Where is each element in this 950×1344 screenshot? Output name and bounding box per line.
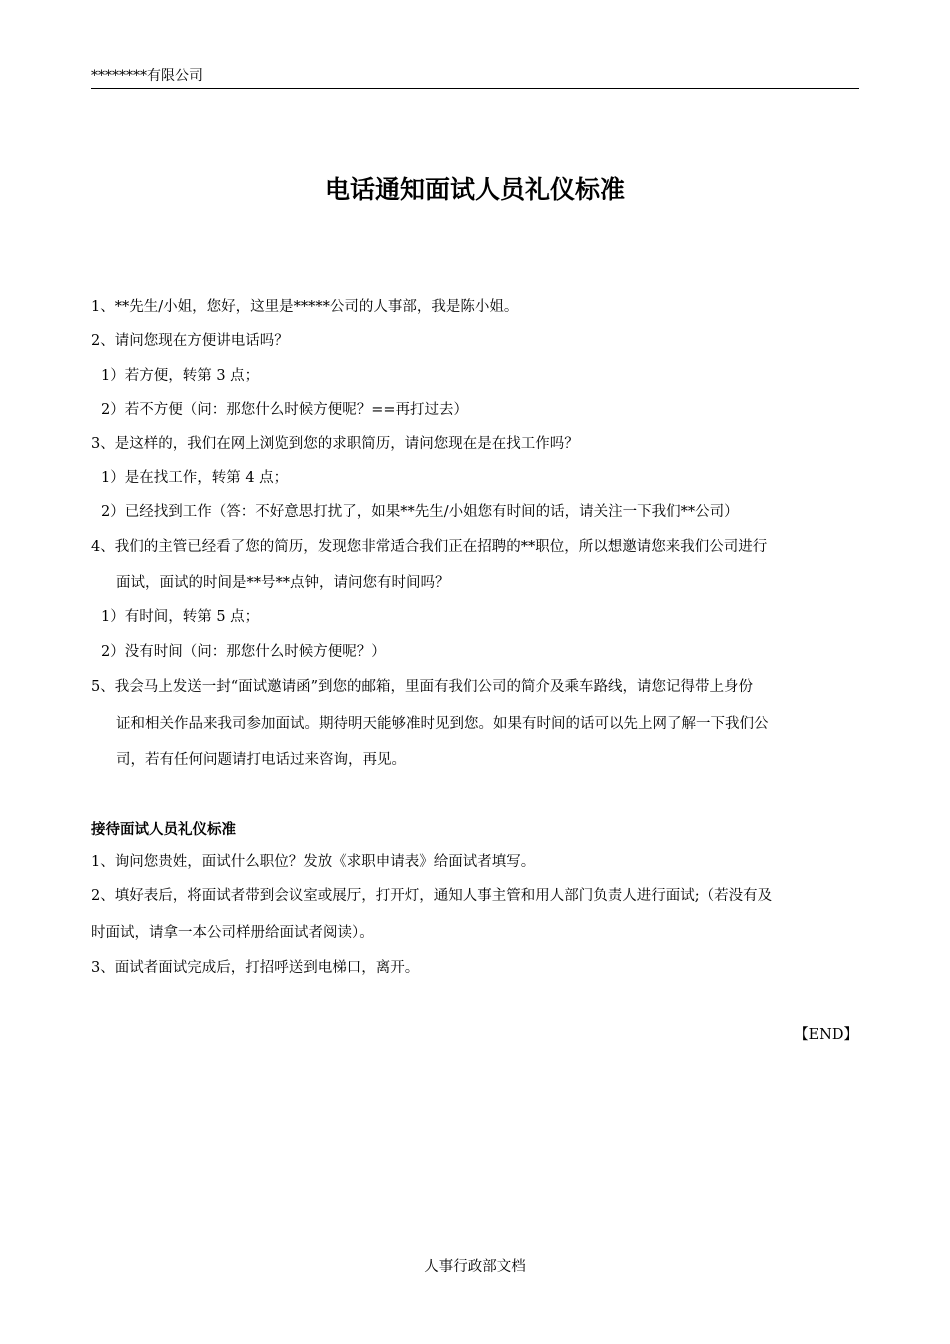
reception-line-1: 1、询问您贵姓，面试什么职位？发放《求职申请表》给面试者填写。 <box>91 854 536 870</box>
phone-line-4: 4、我们的主管已经看了您的简历，发现您非常适合我们正在招聘的**职位，所以想邀请您来我们公司进行 <box>91 539 768 555</box>
reception-line-3: 3、面试者面试完成后，打招呼送到电梯口，离开。 <box>91 960 420 976</box>
phone-line-5-cont-2: 司，若有任何问题请打电话过来咨询，再见。 <box>116 752 406 768</box>
page-title: 电话通知面试人员礼仪标准 <box>324 175 625 204</box>
phone-line-2-2: 2）若不方便（问：那您什么时候方便呢？==再打过去） <box>101 402 469 418</box>
phone-line-4-cont: 面试，面试的时间是**号**点钟，请问您有时间吗？ <box>116 575 450 591</box>
footer-text: 人事行政部文档 <box>424 1259 526 1275</box>
phone-line-5-cont-1: 证和相关作品来我司参加面试。期待明天能够准时见到您。如果有时间的话可以先上网了解一下我们公 <box>116 716 769 732</box>
phone-line-3-2: 2）已经找到工作（答：不好意思打扰了，如果**先生/小姐您有时间的话，请关注一下我们**公司） <box>101 504 739 520</box>
phone-line-1: 1、**先生/小姐，您好，这里是*****公司的人事部，我是陈小姐。 <box>91 299 519 315</box>
phone-line-2: 2、请问您现在方便讲电话吗？ <box>91 333 289 349</box>
reception-line-2: 2、填好表后，将面试者带到会议室或展厅，打开灯，通知人事主管和用人部门负责人进行面试;（若没有及 <box>91 888 773 904</box>
phone-line-2-1: 1）若方便，转第 3 点； <box>101 368 260 384</box>
phone-line-3-1: 1）是在找工作，转第 4 点； <box>101 470 289 486</box>
phone-line-3: 3、是这样的，我们在网上浏览到您的求职简历，请问您现在是在找工作吗？ <box>91 436 579 452</box>
end-mark: 【END】 <box>794 1027 858 1043</box>
phone-line-4-1: 1）有时间，转第 5 点； <box>101 609 260 625</box>
phone-line-4-2: 2）没有时间（问：那您什么时候方便呢？） <box>101 644 386 660</box>
phone-line-5: 5、我会马上发送一封“面试邀请函”到您的邮箱，里面有我们公司的简介及乘车路线，请您记得带上身份 <box>91 679 754 695</box>
reception-line-2-cont: 时面试，请拿一本公司样册给面试者阅读）。 <box>91 925 374 941</box>
header-rule <box>91 88 859 89</box>
header-company: ********有限公司 <box>91 68 203 84</box>
reception-title: 接待面试人员礼仪标准 <box>91 822 236 838</box>
